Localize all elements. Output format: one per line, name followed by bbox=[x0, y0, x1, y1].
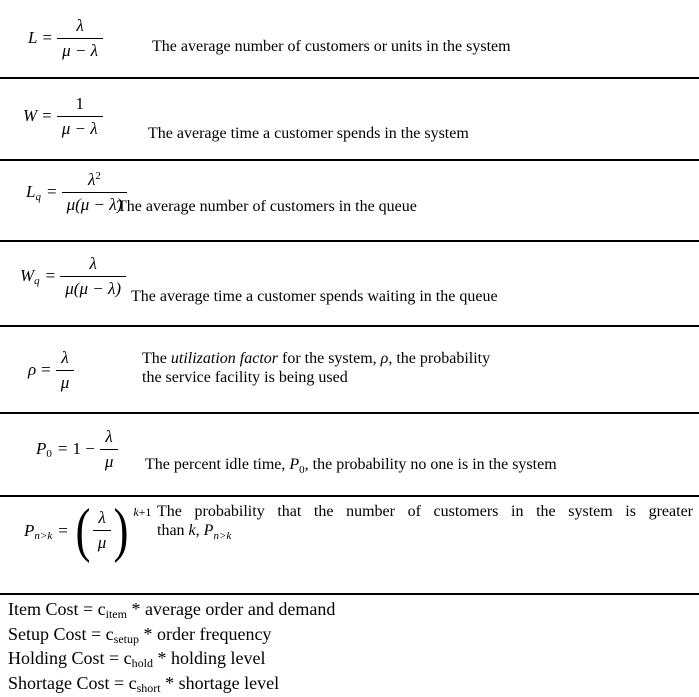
exponent-2: 2 bbox=[95, 170, 101, 182]
equals-sign: = bbox=[58, 520, 68, 540]
fraction bbox=[60, 254, 126, 298]
formula-description: The average number of customers in the queue bbox=[117, 198, 417, 215]
formula-row-rho bbox=[0, 327, 699, 414]
var-L: L bbox=[26, 182, 36, 202]
description-line-2: than k, $P_{n>k}$ bbox=[157, 522, 232, 542]
formula-description: The average time a customer spends waiting in the queue bbox=[131, 288, 498, 305]
formula-W bbox=[23, 94, 103, 138]
equals-sign: = bbox=[57, 439, 68, 459]
var-W: W bbox=[20, 266, 35, 286]
formula-description: The percent idle time, $P_0$, the probability no one is in the system bbox=[145, 456, 557, 476]
denominator: μ − λ bbox=[57, 38, 103, 61]
cost-equations-section bbox=[0, 595, 699, 696]
italic-utilization-factor: utilization factor bbox=[170, 350, 278, 367]
one-minus: 1 − bbox=[72, 439, 95, 459]
denominator: μ(μ − λ) bbox=[60, 276, 126, 299]
numerator: λ bbox=[105, 427, 113, 446]
subscript-n-greater-k: n>k bbox=[213, 530, 232, 542]
formula-Lq bbox=[26, 170, 127, 214]
subscript-q: q bbox=[34, 275, 40, 288]
subscript-0: 0 bbox=[46, 448, 52, 461]
denominator: μ − λ bbox=[57, 116, 103, 139]
formula-row-Wq bbox=[0, 242, 699, 327]
formula-P0 bbox=[36, 427, 118, 471]
formula-Pnk bbox=[24, 497, 152, 563]
formula-row-L bbox=[0, 0, 699, 79]
description-line-1: The probability that the number of customers in the system is greater bbox=[157, 503, 693, 520]
italic-P: P bbox=[203, 522, 214, 539]
fraction bbox=[100, 427, 119, 471]
equals-sign: = bbox=[42, 28, 53, 48]
equals-sign: = bbox=[41, 360, 51, 380]
shortage-cost-line: Shortage Cost = cshort * shortage level bbox=[8, 673, 280, 696]
subscript-short: short bbox=[136, 681, 161, 696]
fraction bbox=[93, 508, 112, 552]
equals-sign: = bbox=[46, 182, 57, 202]
italic-rho: ρ bbox=[380, 350, 389, 367]
setup-cost-line: Setup Cost = csetup * order frequency bbox=[8, 623, 272, 646]
formula-Wq bbox=[20, 254, 126, 298]
exponent-k-plus-1: k+1 bbox=[133, 505, 152, 519]
formula-description bbox=[142, 349, 490, 387]
formula-rho bbox=[28, 348, 74, 392]
numerator bbox=[83, 170, 106, 192]
denominator: μ bbox=[56, 370, 75, 393]
formula-description bbox=[157, 502, 693, 542]
subscript-0: 0 bbox=[299, 464, 305, 476]
formula-row-P0 bbox=[0, 414, 699, 497]
denominator: μ bbox=[100, 449, 119, 472]
formula-row-W bbox=[0, 79, 699, 161]
description-line-2: the service facility is being used bbox=[142, 369, 348, 386]
subscript-item: item bbox=[105, 607, 127, 621]
description-line-1: The utilization factor for the system, ρ, the probability bbox=[142, 350, 491, 367]
var-L: L bbox=[28, 28, 38, 48]
formula-description: The average number of customers or units in the system bbox=[152, 38, 511, 55]
subscript-hold: hold bbox=[131, 656, 153, 671]
formula-row-Pnk bbox=[0, 497, 699, 595]
subscript-n-greater-k: n>k bbox=[34, 529, 53, 542]
fraction bbox=[56, 348, 75, 392]
numerator: λ bbox=[61, 348, 69, 367]
formula-L bbox=[28, 16, 103, 60]
numerator: λ bbox=[89, 254, 97, 273]
var-P: P bbox=[24, 520, 35, 540]
close-paren: ) bbox=[113, 497, 129, 563]
subscript-q: q bbox=[35, 191, 41, 204]
subscript-setup: setup bbox=[113, 631, 139, 646]
open-paren: ( bbox=[75, 497, 91, 563]
numerator: λ bbox=[76, 16, 84, 35]
denominator: μ bbox=[93, 530, 112, 553]
italic-P: P bbox=[289, 456, 300, 473]
numerator: λ bbox=[98, 508, 106, 528]
numerator: 1 bbox=[75, 94, 84, 113]
formula-description: The average time a customer spends in the system bbox=[148, 125, 469, 142]
denominator: μ(μ − λ) bbox=[62, 192, 128, 215]
holding-cost-line: Holding Cost = chold * holding level bbox=[8, 648, 266, 671]
equals-sign: = bbox=[42, 106, 52, 126]
equals-sign: = bbox=[45, 266, 56, 286]
italic-k: k bbox=[188, 522, 196, 539]
formula-row-Lq bbox=[0, 161, 699, 242]
var-P: P bbox=[36, 439, 47, 459]
var-W: W bbox=[23, 106, 38, 126]
fraction bbox=[57, 94, 103, 138]
item-cost-line: Item Cost = citem * average order and demand bbox=[8, 599, 336, 621]
var-rho: ρ bbox=[28, 360, 37, 380]
var-lambda: λ bbox=[87, 170, 96, 189]
fraction bbox=[57, 16, 103, 60]
